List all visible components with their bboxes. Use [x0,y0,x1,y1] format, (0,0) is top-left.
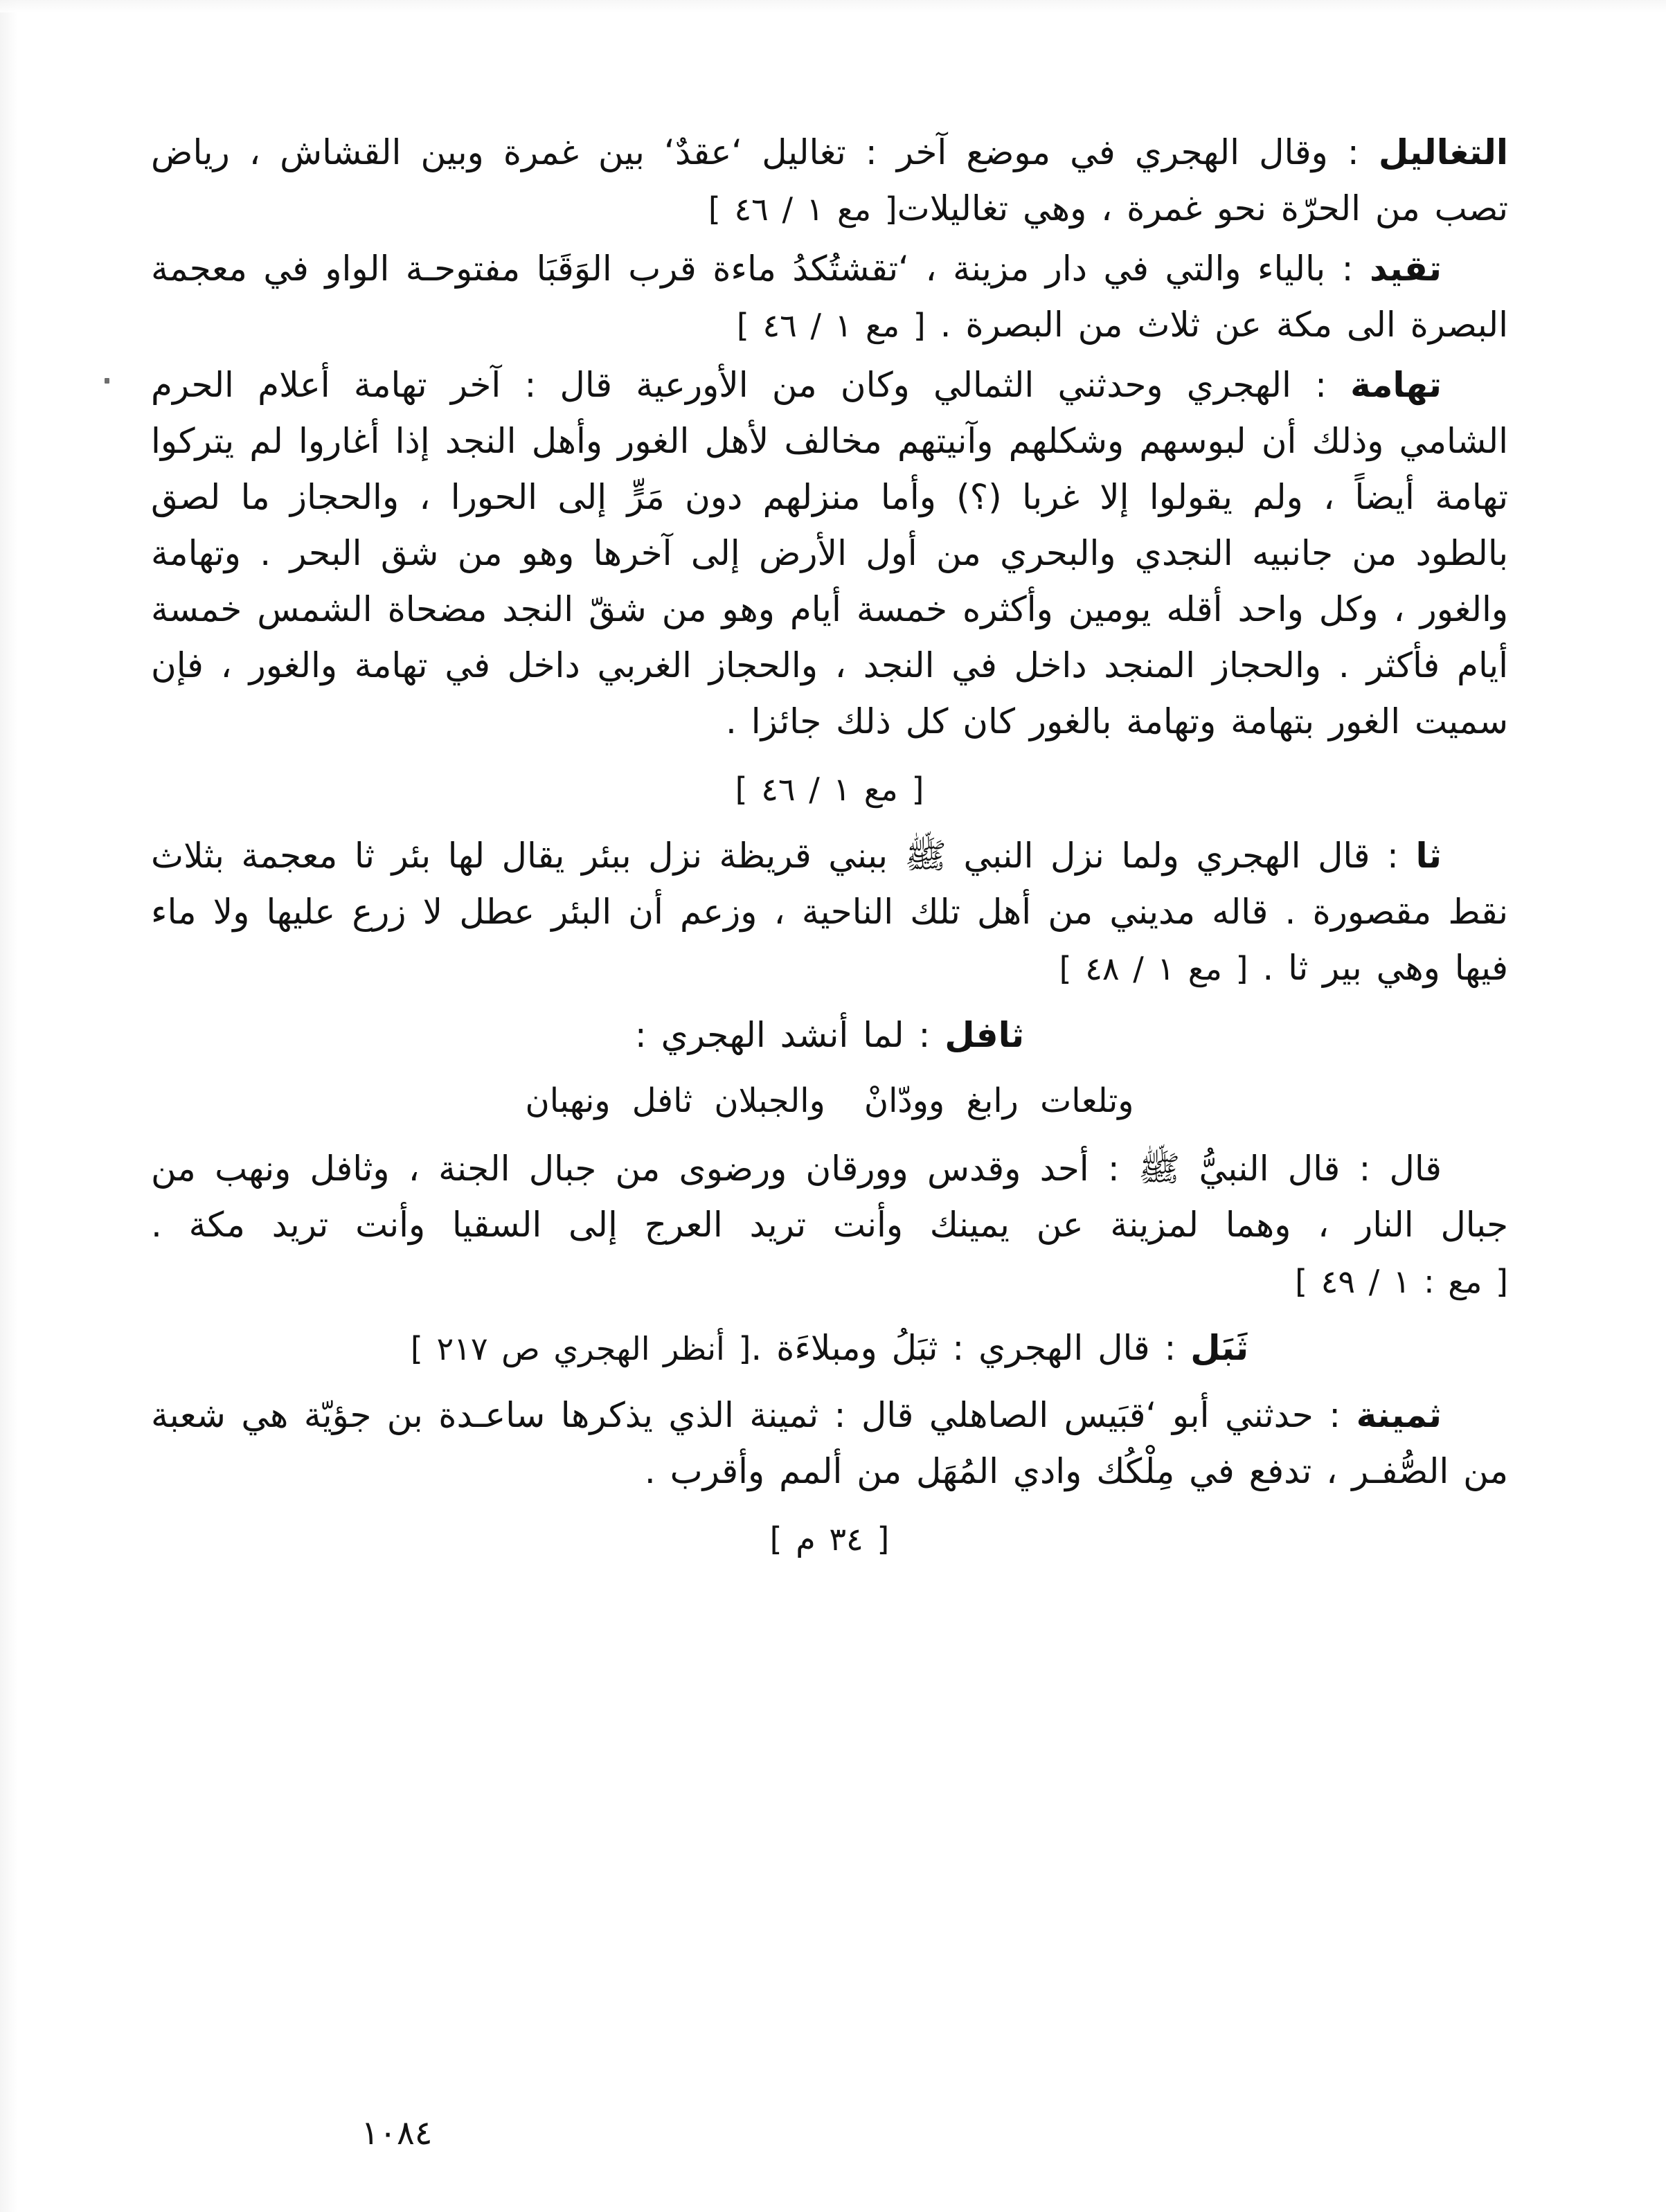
page-number: ١٠٨٤ [361,2114,433,2152]
dictionary-entry [151,125,1508,237]
entry-reference: [ أنظر الهجري ص ٢١٧ ] [410,1330,751,1367]
entry-reference: [ ٣٤ م ] [769,1520,890,1558]
verse-hemistich-1: وتلعات رابغ وودّانْ [863,1081,1134,1120]
entry-reference-line [151,1511,1508,1567]
dictionary-entry [151,1387,1508,1500]
text-block [151,125,1508,1578]
entry-headword: ثافل [944,1015,1025,1055]
poetic-verse [151,1081,1508,1120]
entry-body: : حدثني أبو ‘قبَيس الصاهلي قال : ثمينة الذي يذكرها ساعـدة بن جؤيّة هي شعبة من الصُّفـر ، تدفع في مِلْكُك وادي المُهَل من ألمم وأقرب . [151,1395,1508,1491]
entry-headword: ثمينة [1356,1395,1442,1435]
entry-body: قال : قال النبيُّ ﷺ : أحد وقدس وورقان ورضوى من جبال الجنة ، وثافل ونهب من جبال النار ، وهما لمزينة عن يمينك وأنت تريد العرج إلى السقيا وأنت تريد مكة . [151,1149,1508,1245]
scan-edge-left [0,0,18,2212]
entry-reference: [ مع ١ / ٤٦ ] [735,771,924,808]
entry-headword: تقيد [1369,249,1442,289]
entry-body: : لما أنشد الهجري : [634,1015,945,1055]
dictionary-entry [151,1007,1508,1063]
entry-headword: تهامة [1350,365,1442,405]
entry-body: : وقال الهجري في موضع آخر : تغاليل ‘عقدٌ‘ بين غمرة وبين القشاش ، رياض تصب من الحرّة نحو غمرة ، وهي تغاليلات [151,132,1508,228]
scan-edge-top [0,0,1666,12]
entry-body: : الهجري وحدثني الثمالي وكان من الأورعية قال : آخر تهامة أعلام الحرم الشامي وذلك أن لبوسهم وشكلهم وآنيتهم مخالف لأهل الغور وأهل النجد إذا أغاروا لم يتركوا تهامة أيضاً ، ولم يقولوا إلا غربا (؟) وأما منزلهم دون مَرٍّ إلى الحورا ، والحجاز ما لصق بالطود من جانبيه النجدي والبحري من أول الأرض إلى آخرها وهو من شق البحر . وتهامة والغور ، وكل واحد أقله يومين وأكثره خمسة أيام وهو من شقّ النجد مضحاة الشمس خمسة أيام فأكثر . والحجاز المنجد داخل في النجد ، والحجاز الغربي داخل في تهامة والغور ، فإن سميت الغور بتهامة وتهامة بالغور كان كل ذلك جائزا . [151,365,1508,741]
entry-body: : قال الهجري ولما نزل النبي ﷺ ببني قريظة نزل ببئر يقال لها بئر ثا معجمة بثلاث نقط مقصورة . قاله مديني من أهل تلك الناحية ، وزعم أن البئر عطل لا زرع عليها ولا ماء فيها وهي بير ثا . [151,836,1508,988]
entry-headword: التغاليل [1378,132,1508,172]
verse-hemistich-2: والجبلان ثافل ونهبان [525,1081,825,1120]
dictionary-entry [151,241,1508,353]
dictionary-entry [151,828,1508,996]
entry-reference: [ مع ١ / ٤٨ ] [1059,950,1248,987]
entry-headword: ثا [1415,836,1442,876]
page-footer [0,2114,1666,2152]
entry-reference: [ مع ١ / ٤٦ ] [736,307,926,344]
entry-headword: ثَبَل [1190,1328,1249,1368]
dictionary-entry [151,357,1508,750]
entry-reference-line [151,761,1508,817]
dictionary-entry [151,1320,1508,1376]
scan-speck [105,378,109,384]
entry-reference: [ مع ١ / ٤٦ ] [708,190,897,228]
entry-body: : بالياء والتي في دار مزينة ، ‘تقشتُكدُ ماءة قرب الوَقَبَا مفتوحـة الواو في معجمة البصرة الى مكة عن ثلاث من البصرة . [151,249,1508,345]
dictionary-entry [151,1141,1508,1309]
entry-body: : قال الهجري : ثبَلُ ومبلاءَة . [751,1328,1191,1368]
entry-reference: [ مع : ١ / ٤٩ ] [1295,1263,1508,1300]
